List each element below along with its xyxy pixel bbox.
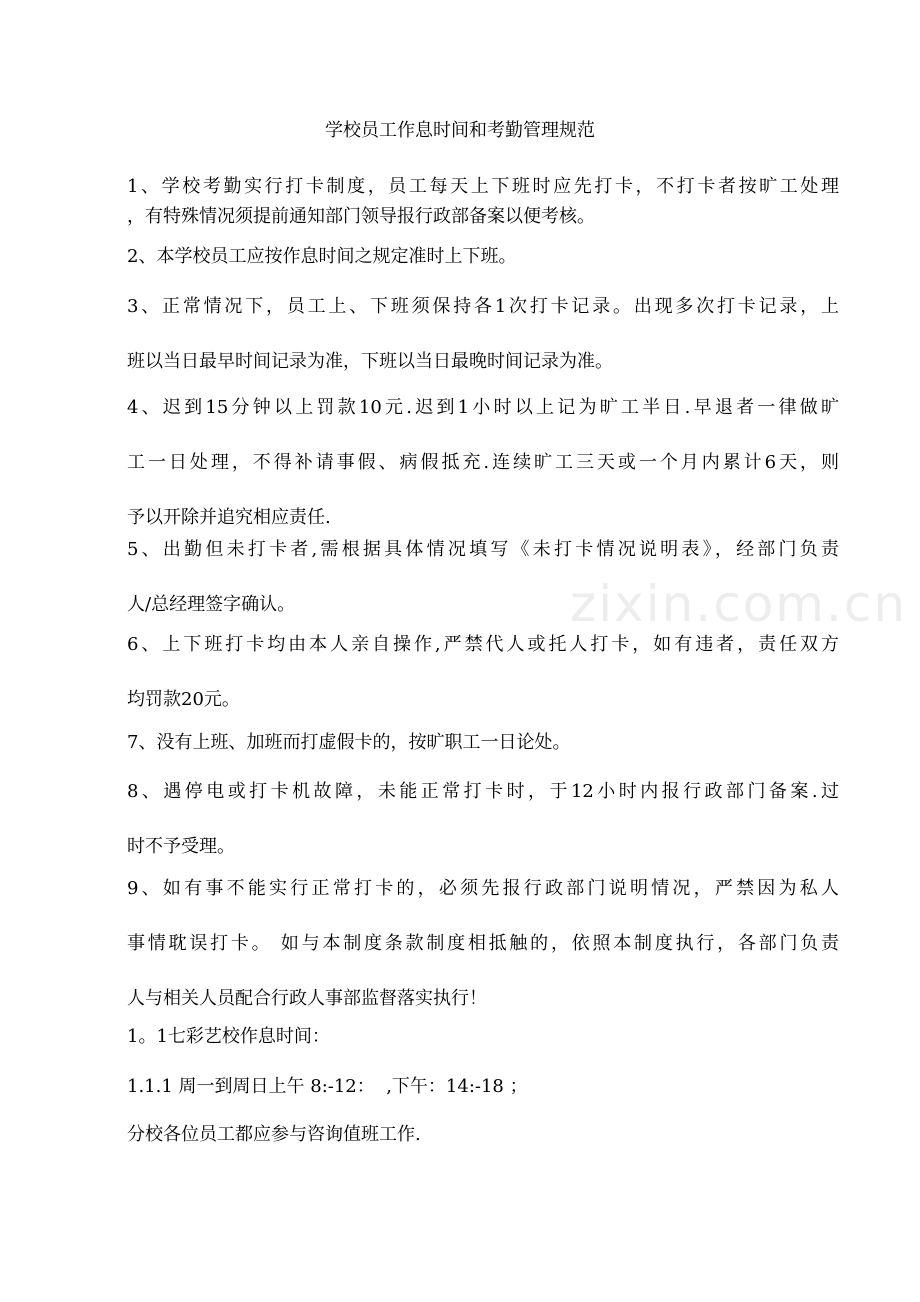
paragraph-1	[127, 172, 839, 232]
paragraph-line: 班以当日最早时间记录为准，下班以当日最晚时间记录为准。	[127, 351, 613, 372]
paragraph-line: 1.1.1 周一到周日上午 8:-12： ,下午：14:-18 ；	[127, 1076, 528, 1097]
paragraph-2	[127, 243, 839, 271]
paragraph-4	[127, 394, 839, 532]
paragraph-line: 3、正常情况下，员工上、下班须保持各1次打卡记录。出现多次打卡记录，上	[127, 296, 839, 317]
paragraph-line: 4、迟到15分钟以上罚款10元.迟到1小时以上记为旷工半日.早退者一律做旷	[127, 397, 839, 418]
paragraph-line: 事情耽误打卡。 如与本制度条款制度相抵触的，依照本制度执行，各部门负责	[127, 933, 839, 954]
paragraph-5	[127, 536, 839, 619]
section-heading	[127, 1023, 839, 1051]
watermark: zixin.com.cn	[570, 575, 908, 633]
paragraph-line: 予以开除并追究相应责任.	[127, 507, 331, 528]
paragraph-line: 9、如有事不能实行正常打卡的，必须先报行政部门说明情况，严禁因为私人	[127, 878, 839, 899]
paragraph-line: 2、本学校员工应按作息时间之规定准时上下班。	[127, 246, 517, 267]
paragraph-line: 7、没有上班、加班而打虚假卡的，按旷职工一日论处。	[127, 732, 571, 753]
paragraph-line: ，有特殊情况须提前通知部门领导报行政部备案以便考核。	[127, 206, 595, 227]
paragraph-9	[127, 875, 839, 1013]
paragraph-line: 1、学校考勤实行打卡制度，员工每天上下班时应先打卡，不打卡者按旷工处理	[127, 176, 839, 197]
paragraph-line: 时不予受理。	[127, 836, 235, 857]
paragraph-8	[127, 778, 839, 861]
paragraph-line: 8、遇停电或打卡机故障，未能正常打卡时，于12小时内报行政部门备案.过	[127, 781, 839, 802]
paragraph-line: 人与相关人员配合行政人事部监督落实执行！	[127, 988, 487, 1009]
paragraph-line: 1。1七彩艺校作息时间：	[127, 1026, 330, 1047]
schedule-line	[127, 1073, 839, 1101]
paragraph-line: 均罚款20元。	[127, 689, 240, 710]
paragraph-line: 6、上下班打卡均由本人亲自操作,严禁代人或托人打卡，如有违者，责任双方	[127, 634, 839, 655]
paragraph-6	[127, 631, 839, 714]
paragraph-line: 分校各位员工都应参与咨询值班工作.	[127, 1124, 421, 1145]
paragraph-7	[127, 729, 839, 757]
paragraph-3	[127, 293, 839, 376]
paragraph-line: 人/总经理签字确认。	[127, 594, 296, 615]
paragraph-line: 5、出勤但未打卡者,需根据具体情况填写《未打卡情况说明表》，经部门负责	[127, 539, 839, 560]
paragraph-line: 工一日处理，不得补请事假、病假抵充.连续旷工三天或一个月内累计6天，则	[127, 452, 839, 473]
paragraph-final	[127, 1121, 839, 1149]
document-title: 学校员工作息时间和考勤管理规范	[325, 120, 595, 141]
